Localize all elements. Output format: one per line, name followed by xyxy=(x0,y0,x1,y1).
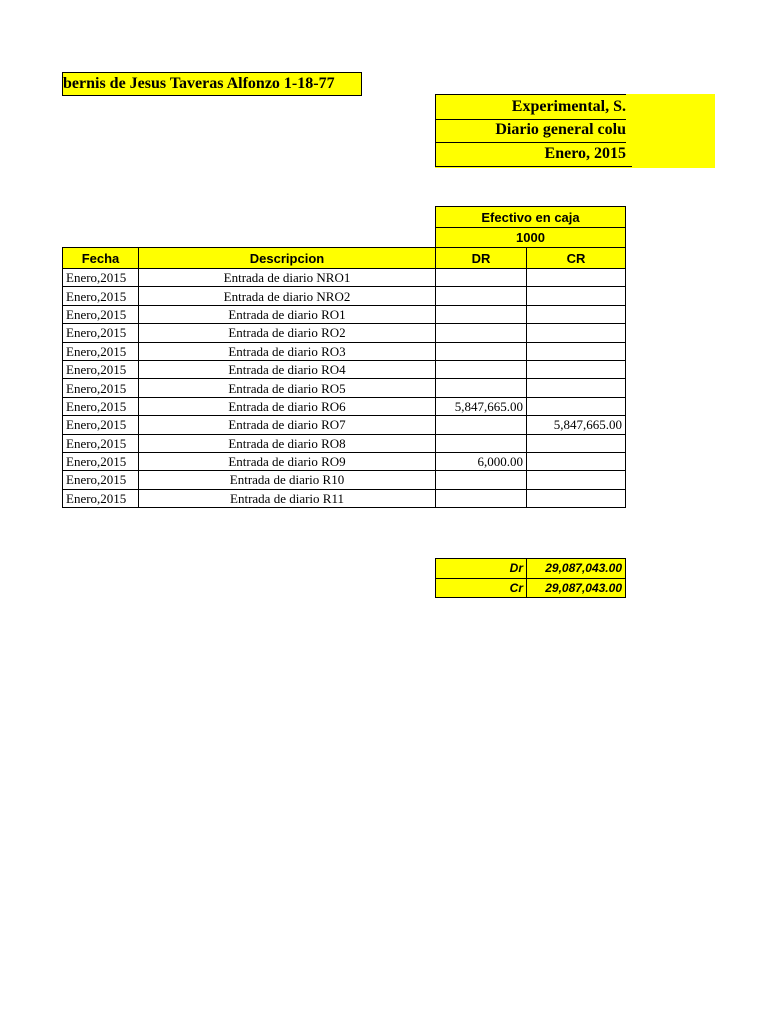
total-cr-value: 29,087,043.00 xyxy=(527,578,626,598)
account-name: Efectivo en caja xyxy=(436,207,626,228)
company-header xyxy=(435,94,715,168)
row-fecha: Enero,2015 xyxy=(63,489,139,507)
row-descripcion: Entrada de diario RO3 xyxy=(139,342,436,360)
table-row xyxy=(63,379,626,397)
row-cr xyxy=(527,287,626,305)
row-fecha: Enero,2015 xyxy=(63,397,139,415)
row-dr xyxy=(436,305,527,323)
total-cr-label: Cr xyxy=(436,578,527,598)
row-descripcion: Entrada de diario NRO2 xyxy=(139,287,436,305)
row-fecha: Enero,2015 xyxy=(63,452,139,470)
row-dr: 5,847,665.00 xyxy=(436,397,527,415)
row-descripcion: Entrada de diario RO9 xyxy=(139,452,436,470)
table-row xyxy=(63,452,626,470)
column-header-dr: DR xyxy=(436,248,527,269)
table-row xyxy=(63,287,626,305)
row-dr xyxy=(436,287,527,305)
column-header-fecha: Fecha xyxy=(63,248,139,269)
row-dr xyxy=(436,471,527,489)
row-dr xyxy=(436,379,527,397)
row-fecha: Enero,2015 xyxy=(63,287,139,305)
report-period-cell xyxy=(435,142,632,167)
row-dr xyxy=(436,489,527,507)
row-fecha: Enero,2015 xyxy=(63,342,139,360)
row-dr xyxy=(436,269,527,287)
row-fecha: Enero,2015 xyxy=(63,379,139,397)
table-row xyxy=(63,471,626,489)
row-fecha: Enero,2015 xyxy=(63,416,139,434)
table-row xyxy=(63,269,626,287)
journal-rows xyxy=(63,269,626,508)
author-name: bernis de Jesus Taveras Alfonzo 1-18-77 xyxy=(63,75,335,92)
total-dr-value: 29,087,043.00 xyxy=(527,559,626,579)
journal-table xyxy=(62,206,626,508)
row-cr xyxy=(527,379,626,397)
row-descripcion: Entrada de diario RO6 xyxy=(139,397,436,415)
row-dr xyxy=(436,342,527,360)
row-cr xyxy=(527,305,626,323)
row-cr xyxy=(527,471,626,489)
row-dr: 6,000.00 xyxy=(436,452,527,470)
row-fecha: Enero,2015 xyxy=(63,471,139,489)
row-cr xyxy=(527,434,626,452)
row-descripcion: Entrada de diario RO4 xyxy=(139,360,436,378)
row-fecha: Enero,2015 xyxy=(63,324,139,342)
row-dr xyxy=(436,324,527,342)
row-fecha: Enero,2015 xyxy=(63,269,139,287)
row-fecha: Enero,2015 xyxy=(63,305,139,323)
table-row xyxy=(63,397,626,415)
row-descripcion: Entrada de diario R10 xyxy=(139,471,436,489)
row-cr xyxy=(527,342,626,360)
total-dr-label: Dr xyxy=(436,559,527,579)
table-row xyxy=(63,434,626,452)
report-period: Enero, 2015 xyxy=(544,145,626,162)
row-cr xyxy=(527,397,626,415)
row-descripcion: Entrada de diario NRO1 xyxy=(139,269,436,287)
row-cr xyxy=(527,489,626,507)
table-row xyxy=(63,324,626,342)
table-row xyxy=(63,489,626,507)
account-code-row xyxy=(63,228,626,248)
account-code: 1000 xyxy=(436,228,626,248)
table-row xyxy=(63,305,626,323)
row-fecha: Enero,2015 xyxy=(63,360,139,378)
row-cr xyxy=(527,360,626,378)
row-dr xyxy=(436,434,527,452)
total-cr-row xyxy=(436,578,626,598)
row-cr: 5,847,665.00 xyxy=(527,416,626,434)
row-dr xyxy=(436,416,527,434)
report-title-cell xyxy=(435,118,626,143)
row-descripcion: Entrada de diario R11 xyxy=(139,489,436,507)
table-row xyxy=(63,360,626,378)
row-cr xyxy=(527,269,626,287)
account-name-row xyxy=(63,207,626,228)
report-title: Diario general colu xyxy=(495,121,626,138)
table-row xyxy=(63,342,626,360)
row-dr xyxy=(436,360,527,378)
row-cr xyxy=(527,452,626,470)
row-descripcion: Entrada de diario RO2 xyxy=(139,324,436,342)
table-row xyxy=(63,416,626,434)
column-header-row xyxy=(63,248,626,269)
row-descripcion: Entrada de diario RO5 xyxy=(139,379,436,397)
company-name: Experimental, S. xyxy=(511,98,626,115)
totals-table xyxy=(435,558,626,598)
row-fecha: Enero,2015 xyxy=(63,434,139,452)
column-header-cr: CR xyxy=(527,248,626,269)
author-cell xyxy=(62,72,362,96)
row-descripcion: Entrada de diario RO1 xyxy=(139,305,436,323)
row-descripcion: Entrada de diario RO7 xyxy=(139,416,436,434)
column-header-descripcion: Descripcion xyxy=(139,248,436,269)
row-cr xyxy=(527,324,626,342)
company-name-cell xyxy=(435,94,626,120)
row-descripcion: Entrada de diario RO8 xyxy=(139,434,436,452)
total-dr-row xyxy=(436,559,626,579)
